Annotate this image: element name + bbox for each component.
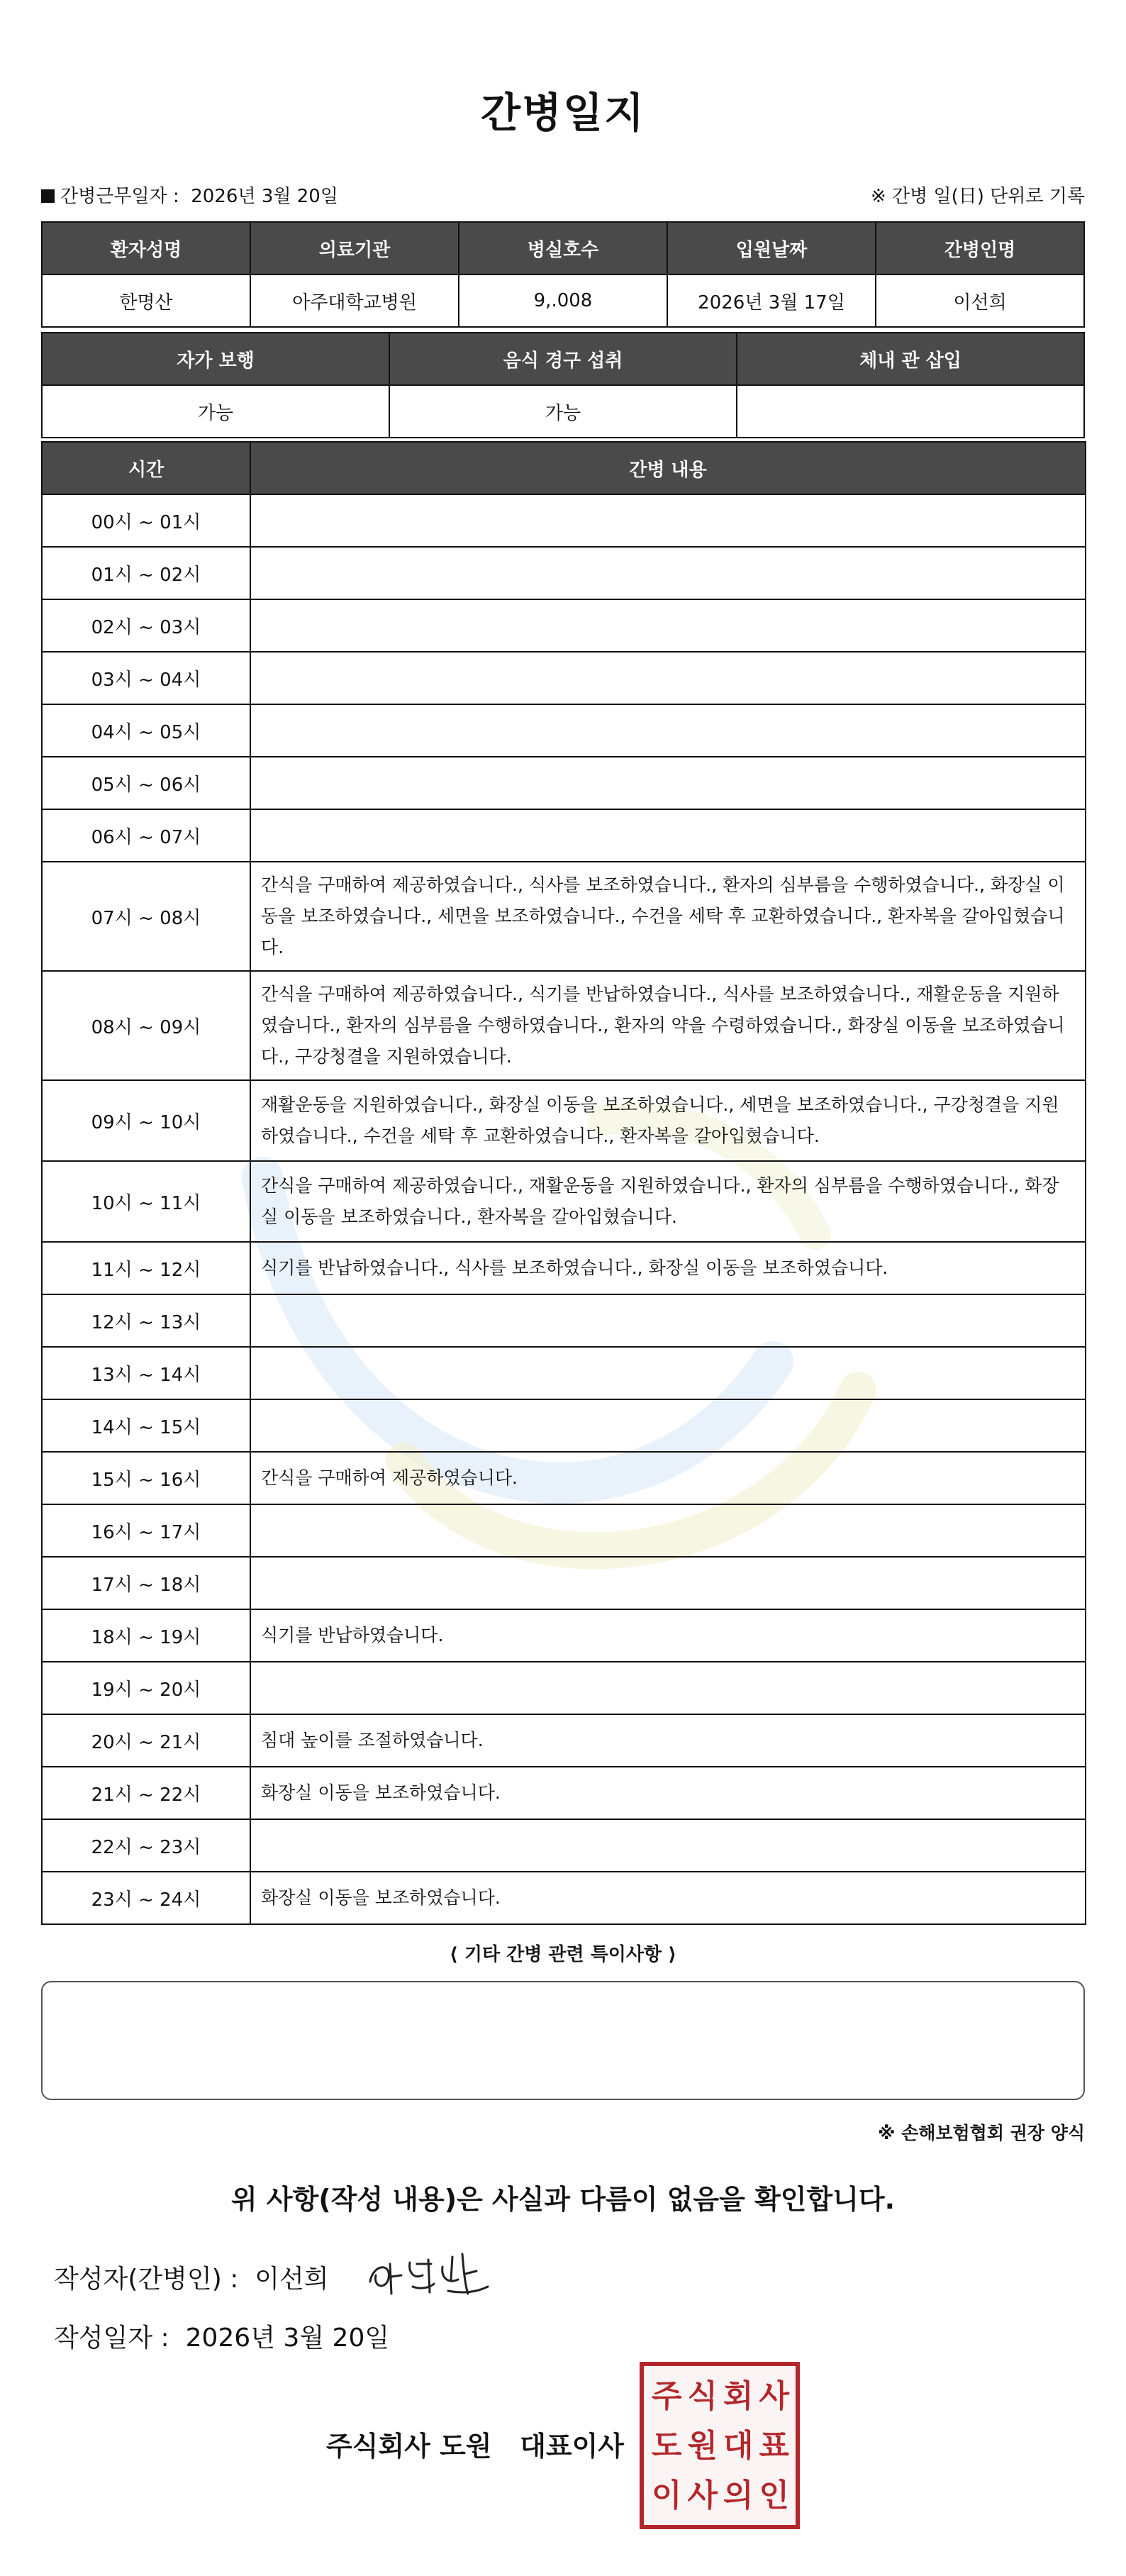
table-row xyxy=(42,1504,1086,1557)
log-time: 14시 ~ 15시 xyxy=(42,1399,250,1452)
table-row xyxy=(42,1557,1086,1609)
author-name: 이선희 xyxy=(255,2265,329,2294)
log-content xyxy=(250,704,1086,757)
log-time: 11시 ~ 12시 xyxy=(42,1242,250,1294)
header-time: 시간 xyxy=(42,442,250,494)
table-row xyxy=(42,1347,1086,1399)
square-bullet-icon xyxy=(41,189,55,203)
seal-text xyxy=(648,2372,791,2521)
log-content: 간식을 구매하여 제공하였습니다., 식사를 보조하였습니다., 환자의 심부름을 수행하였습니다., 화장실 이동을 보조하였습니다., 세면을 보조하였습니다., 수건을 세탁 후 교환하였습니다., 환자복을 갈아입혔습니다. xyxy=(250,862,1086,971)
seal-character: 회 xyxy=(723,2378,752,2414)
table-row xyxy=(42,809,1086,862)
log-time: 08시 ~ 09시 xyxy=(42,971,250,1080)
date-value: 2026년 3월 20일 xyxy=(185,2324,390,2353)
table-row xyxy=(42,1294,1086,1347)
log-content xyxy=(250,547,1086,599)
table-row xyxy=(42,1399,1086,1452)
header-admission-date: 입원날짜 xyxy=(667,222,876,274)
header-caregiver-name: 간병인명 xyxy=(876,222,1084,274)
seal-character: 식 xyxy=(687,2378,716,2414)
date-line xyxy=(54,2318,389,2354)
log-content xyxy=(250,1294,1086,1347)
log-time: 05시 ~ 06시 xyxy=(42,757,250,809)
source-note: ※ 손해보험협회 권장 양식 xyxy=(878,2123,1085,2143)
log-time: 02시 ~ 03시 xyxy=(42,599,250,652)
log-time: 10시 ~ 11시 xyxy=(42,1161,250,1242)
log-time: 00시 ~ 01시 xyxy=(42,494,250,547)
log-time: 15시 ~ 16시 xyxy=(42,1452,250,1504)
table-row xyxy=(42,971,1086,1080)
patient-name: 한명산 xyxy=(42,274,250,327)
table-row xyxy=(42,757,1086,809)
seal-character: 사 xyxy=(687,2477,716,2514)
log-content: 화장실 이동을 보조하였습니다. xyxy=(250,1767,1086,1819)
patient-status-table xyxy=(41,332,1085,438)
representative-title: 대표이사 xyxy=(520,2431,625,2462)
seal-character: 도 xyxy=(651,2428,681,2464)
admission-date: 2026년 3월 17일 xyxy=(667,274,876,327)
date-label: 작성일자 : xyxy=(54,2324,169,2353)
tube-insertion-value xyxy=(737,385,1084,438)
oral-intake-value: 가능 xyxy=(389,385,737,438)
seal-character: 사 xyxy=(759,2378,788,2414)
log-time: 17시 ~ 18시 xyxy=(42,1557,250,1609)
log-content xyxy=(250,494,1086,547)
table-row xyxy=(42,1242,1086,1294)
table-row xyxy=(42,704,1086,757)
log-content xyxy=(250,1504,1086,1557)
work-date-label: 간병근무일자 : xyxy=(60,186,179,207)
company-name: 주식회사 도원 xyxy=(326,2431,492,2462)
log-content: 침대 높이를 조절하였습니다. xyxy=(250,1714,1086,1767)
table-row xyxy=(42,1872,1086,1924)
table-row xyxy=(42,652,1086,704)
table-row xyxy=(42,862,1086,971)
work-date-value: 2026년 3월 20일 xyxy=(191,186,338,207)
header-room: 병실호수 xyxy=(459,222,667,274)
seal-character: 주 xyxy=(651,2378,681,2414)
log-content xyxy=(250,1819,1086,1872)
header-tube-insertion: 체내 관 삽입 xyxy=(737,333,1084,385)
unit-note: ※ 간병 일(日) 단위로 기록 xyxy=(870,186,1085,207)
log-time: 09시 ~ 10시 xyxy=(42,1080,250,1161)
log-time: 23시 ~ 24시 xyxy=(42,1872,250,1924)
seal-character: 원 xyxy=(687,2428,716,2464)
log-time: 18시 ~ 19시 xyxy=(42,1609,250,1662)
patient-info-table xyxy=(41,221,1085,328)
seal-character: 표 xyxy=(759,2428,788,2464)
header-care-content: 간병 내용 xyxy=(250,442,1086,494)
table-row xyxy=(42,1662,1086,1714)
log-time: 20시 ~ 21시 xyxy=(42,1714,250,1767)
table-row xyxy=(42,494,1086,547)
log-content xyxy=(250,757,1086,809)
log-time: 03시 ~ 04시 xyxy=(42,652,250,704)
log-content: 간식을 구매하여 제공하였습니다., 재활운동을 지원하였습니다., 환자의 심부름을 수행하였습니다., 화장실 이동을 보조하였습니다., 환자복을 갈아입혔습니다. xyxy=(250,1161,1086,1242)
seal-character: 대 xyxy=(723,2428,752,2464)
table-row xyxy=(42,1819,1086,1872)
author-line xyxy=(54,2259,329,2295)
author-label: 작성자(간병인) : xyxy=(54,2265,239,2294)
header-hospital: 의료기관 xyxy=(250,222,459,274)
caregiver-name: 이선희 xyxy=(876,274,1084,327)
meta-row xyxy=(41,182,1085,210)
log-time: 19시 ~ 20시 xyxy=(42,1662,250,1714)
log-time: 12시 ~ 13시 xyxy=(42,1294,250,1347)
confirmation-statement: 위 사항(작성 내용)은 사실과 다름이 없음을 확인합니다. xyxy=(230,2184,896,2215)
log-content xyxy=(250,1347,1086,1399)
seal-character: 인 xyxy=(759,2477,788,2514)
log-content: 간식을 구매하여 제공하였습니다., 식기를 반납하였습니다., 식사를 보조하였습니다., 재활운동을 지원하였습니다., 환자의 심부름을 수행하였습니다., 환자의 약을 수령하였습니다., 화장실 이동을 보조하였습니다., 구강청결을 지원하였습니다. xyxy=(250,971,1086,1080)
signature xyxy=(363,2243,498,2306)
log-time: 01시 ~ 02시 xyxy=(42,547,250,599)
log-content: 식기를 반납하였습니다., 식사를 보조하였습니다., 화장실 이동을 보조하였습니다. xyxy=(250,1242,1086,1294)
header-patient-name: 환자성명 xyxy=(42,222,250,274)
company-seal xyxy=(640,2362,800,2529)
hospital-name: 아주대학교병원 xyxy=(250,274,459,327)
document-title: 간병일지 xyxy=(480,89,646,137)
self-walking-value: 가능 xyxy=(42,385,389,438)
table-row xyxy=(42,1767,1086,1819)
log-content xyxy=(250,1662,1086,1714)
log-content: 화장실 이동을 보조하였습니다. xyxy=(250,1872,1086,1924)
table-row xyxy=(42,1714,1086,1767)
remarks-box xyxy=(41,1981,1085,2100)
care-log-table xyxy=(41,441,1086,1925)
log-content xyxy=(250,1557,1086,1609)
log-time: 07시 ~ 08시 xyxy=(42,862,250,971)
seal-character: 이 xyxy=(651,2477,681,2514)
table-row xyxy=(42,1080,1086,1161)
log-content: 간식을 구매하여 제공하였습니다. xyxy=(250,1452,1086,1504)
log-time: 16시 ~ 17시 xyxy=(42,1504,250,1557)
seal-character: 의 xyxy=(723,2477,752,2514)
work-date xyxy=(41,182,338,208)
header-oral-intake: 음식 경구 섭취 xyxy=(389,333,737,385)
log-content xyxy=(250,652,1086,704)
log-content: 재활운동을 지원하였습니다., 화장실 이동을 보조하였습니다., 세면을 보조하였습니다., 구강청결을 지원하였습니다., 수건을 세탁 후 교환하였습니다., 환자복을 갈아입혔습니다. xyxy=(250,1080,1086,1161)
log-time: 22시 ~ 23시 xyxy=(42,1819,250,1872)
table-row xyxy=(42,547,1086,599)
log-content xyxy=(250,809,1086,862)
table-row xyxy=(42,1452,1086,1504)
log-time: 04시 ~ 05시 xyxy=(42,704,250,757)
log-content xyxy=(250,599,1086,652)
table-row xyxy=(42,1609,1086,1662)
room-number: 9,.008 xyxy=(459,274,667,327)
log-time: 06시 ~ 07시 xyxy=(42,809,250,862)
header-self-walking: 자가 보행 xyxy=(42,333,389,385)
table-row xyxy=(42,1161,1086,1242)
table-row xyxy=(42,599,1086,652)
log-content xyxy=(250,1399,1086,1452)
log-time: 13시 ~ 14시 xyxy=(42,1347,250,1399)
log-time: 21시 ~ 22시 xyxy=(42,1767,250,1819)
company-line xyxy=(326,2424,624,2463)
remarks-title: ⟨ 기타 간병 관련 특이사항 ⟩ xyxy=(449,1944,677,1965)
log-content: 식기를 반납하였습니다. xyxy=(250,1609,1086,1662)
